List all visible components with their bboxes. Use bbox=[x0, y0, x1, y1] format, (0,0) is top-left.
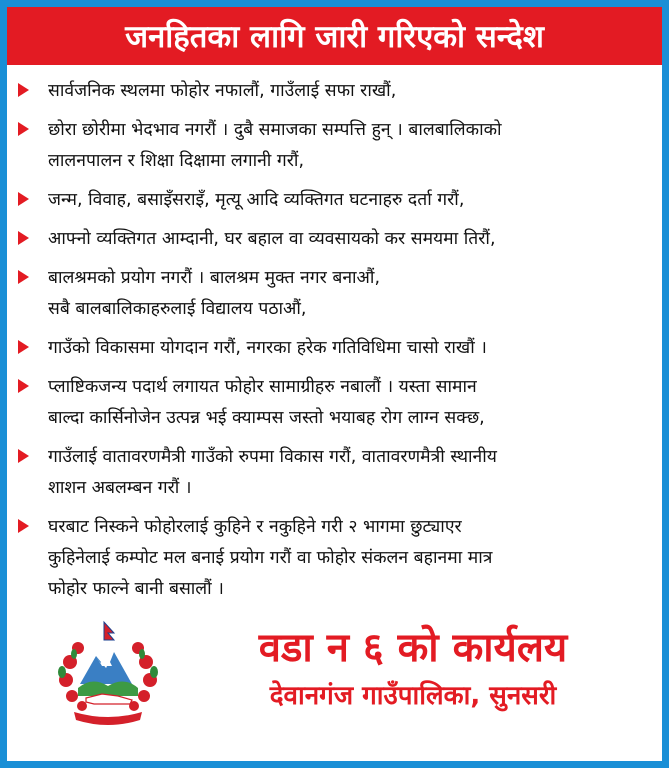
message-line: घरबाट निस्कने फोहोरलाई कुहिने र नकुहिने गरी २ भागमा छुट्याएर bbox=[48, 517, 462, 537]
message-item bbox=[18, 224, 650, 255]
message-line: छोरा छोरीमा भेदभाव नगरौं । दुबै समाजका सम्पत्ति हुन् । बालबालिकाको bbox=[48, 120, 502, 140]
message-item bbox=[18, 512, 650, 605]
message-list bbox=[18, 76, 650, 613]
message-line: लालनपालन र शिक्षा दिक्षामा लगानी गरौं, bbox=[48, 151, 305, 171]
message-text bbox=[48, 224, 496, 255]
message-item bbox=[18, 115, 650, 177]
notice-title: जनहितका लागि जारी गरिएको सन्देश bbox=[125, 19, 544, 55]
message-text bbox=[48, 185, 464, 216]
message-line: गाउँको विकासमा योगदान गरौं, नगरका हरेक गतिविधिमा चासो राखौं । bbox=[48, 338, 487, 358]
message-text bbox=[48, 372, 485, 434]
triangle-bullet-icon bbox=[18, 83, 40, 97]
message-line: बाल्दा कार्सिनोजेन उत्पन्न भई क्याम्पस जस्तो भयाबह रोग लाग्न सक्छ, bbox=[48, 408, 485, 428]
message-text bbox=[48, 115, 502, 177]
message-line: सबै बालबालिकाहरुलाई विद्यालय पठाऔं, bbox=[48, 299, 307, 319]
title-banner bbox=[7, 7, 662, 65]
message-line: गाउँलाई वातावरणमैत्री गाउँको रुपमा विकास गरौं, वातावरणमैत्री स्थानीय bbox=[48, 447, 497, 467]
message-item bbox=[18, 442, 650, 504]
triangle-bullet-icon bbox=[18, 231, 40, 245]
message-item bbox=[18, 76, 650, 107]
office-name: वडा न ६ को कार्यलय bbox=[258, 625, 568, 671]
triangle-bullet-icon bbox=[18, 122, 40, 136]
triangle-bullet-icon bbox=[18, 519, 40, 533]
triangle-bullet-icon bbox=[18, 379, 40, 393]
triangle-bullet-icon bbox=[18, 340, 40, 354]
office-address: देवानगंज गाउँपालिका, सुनसरी bbox=[269, 681, 557, 711]
message-text bbox=[48, 263, 380, 325]
message-line: जन्म, विवाह, बसाइँसराइँ, मृत्यू आदि व्यक्तिगत घटनाहरु दर्ता गरौं, bbox=[48, 190, 465, 210]
message-line: शाशन अबलम्बन गरौं । bbox=[48, 478, 192, 498]
nepal-government-emblem-icon bbox=[52, 618, 164, 730]
message-item bbox=[18, 263, 650, 325]
message-text bbox=[48, 333, 487, 364]
message-line: सार्वजनिक स्थलमा फोहोर नफालौं, गाउँलाई सफा राखौं, bbox=[48, 81, 397, 101]
message-item bbox=[18, 333, 650, 364]
message-line: प्लाष्टिकजन्य पदार्थ लगायत फोहोर सामाग्रीहरु नबालौं । यस्ता सामान bbox=[48, 377, 477, 397]
triangle-bullet-icon bbox=[18, 192, 40, 206]
message-text bbox=[48, 76, 396, 107]
message-item bbox=[18, 372, 650, 434]
message-line: आफ्नो व्यक्तिगत आम्दानी, घर बहाल वा व्यवसायको कर समयमा तिरौं, bbox=[48, 229, 496, 249]
message-line: कुहिनेलाई कम्पोट मल बनाई प्रयोग गरौं वा फोहोर संकलन बहानमा मात्र bbox=[48, 548, 493, 568]
triangle-bullet-icon bbox=[18, 449, 40, 463]
message-line: फोहोर फाल्ने बानी बसालौं । bbox=[48, 579, 224, 599]
message-line: बालश्रमको प्रयोग नगरौं । बालश्रम मुक्त नगर बनाऔं, bbox=[48, 268, 381, 288]
triangle-bullet-icon bbox=[18, 270, 40, 284]
message-text bbox=[48, 512, 492, 605]
message-text bbox=[48, 442, 497, 504]
message-item bbox=[18, 185, 650, 216]
